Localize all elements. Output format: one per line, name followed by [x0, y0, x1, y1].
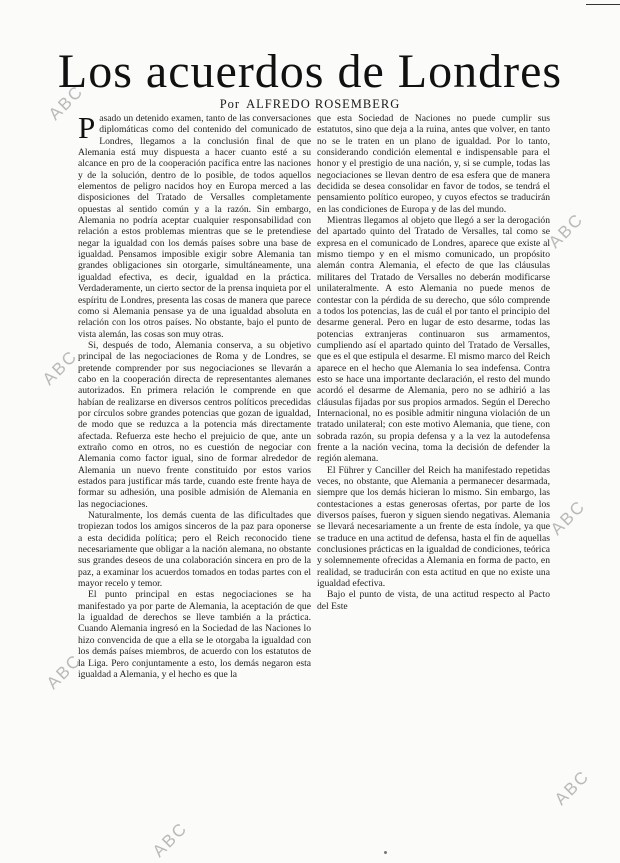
paragraph — [78, 113, 311, 340]
byline-prefix: Por — [219, 97, 241, 111]
watermark-logo: ABC — [546, 496, 590, 539]
watermark-logo: ABC — [550, 766, 594, 809]
watermark-logo: ABC — [42, 650, 86, 693]
author-name: ALFREDO ROSEMBERG — [246, 97, 401, 111]
paragraph: Naturalmente, los demás cuenta de las dificultades que tropiezan todos los amigos sinceros de la paz para oponerse a esta decidida política; pero el Reich reconocido tiene necesariamente que obligar a la nación alemana, no obstante sus grandes deseos de una colaboración sincera en pro de la paz, a examinar los acuerdos tomados en todas partes con el mayor recelo y temor. — [78, 510, 311, 590]
paragraph: Si, después de todo, Alemania conserva, a su objetivo principal de las negociaciones de Roma y de Londres, se pretende comprender por sus negociaciones se llevarán a cabo en la cooperación directa de representantes alemanes autorizados. En primera relación le comprende en que habían de realizarse en diversos centros políticos precedidas por círculos sobre grandes potencias que gozan de igualdad, de modo que se reduzca a la potencia más directamente afectada. Refuerza este hecho el prejuicio de que, ante un extraño como en otros, no es cuestión de negociar con Alemania como factor igual, sino de formar alrededor de Alemania un nuevo frente constituido por estos varios estados para justificar más tarde, cuando este frente haya de formar su adhesión, una posible admisión de Alemania en las negociaciones. — [78, 339, 311, 510]
watermark-logo: ABC — [44, 81, 88, 124]
paragraph: El Führer y Canciller del Reich ha manifestado repetidas veces, no obstante, que Alemania a permanecer desarmada, siempre que los demás hicieran lo mismo. Sin embargo, las contestaciones a estas generosas ofertas, por parte de los diversos países, fueron y siguen siendo negativas. Alemania se llevará necesariamente a un frente de esta índole, ya que se traduce en una actitud de defensa, hasta el fin de aquellas conclusiones prácticas en la igualdad de condiciones, teórica y solemnemente ofrecidas a Alemania en forma de pacto, en realidad, se traducirán con esta actitud en que no existe una igualdad efectiva. — [317, 464, 550, 590]
corner-rule — [586, 0, 620, 5]
byline — [0, 97, 620, 112]
paragraph: que esta Sociedad de Naciones no puede cumplir sus estatutos, sino que deja a la ruina, antes que volver, en tanto no se le traten en un plano de igualdad. Por lo tanto, considerando condición elemental e indispensable para el honor y el prestigio de una nación, y, si se cumple, todas las negociaciones se llevan dentro de esa esfera que de manera decidida se desea consolidar en favor de todos, se tendrá el pensamiento político europeo, y cuyos efectos se traducirán en las condiciones de Europa y de las del mundo. — [317, 113, 550, 215]
paragraph: Bajo el punto de vista, de una actitud respecto al Pacto del Este — [317, 589, 550, 612]
paragraph-text: asado un detenido examen, tanto de las conversaciones diplomáticas como del contenido del comunicado de Londres, llegamos a la conclusión final de que Alemania está muy dispuesta a hacer cuanto esté a su alcance en pro de la cooperación pacífica entre las naciones y de la solución, dentro de lo posible, de todos aquellos elementos de peligro nacidos hoy en Europa merced a las disposiciones del Tratado de Versalles completamente opuestas al sentido común y a la razón. Sin embargo, Alemania no podría aceptar cualquier responsabilidad con relación a estos problemas mientras que se le pretendiese negar la igualdad con los demás países sobre una base de igualdad. Pensamos imposible exigir sobre Alemania tan grandes obligaciones sin otorgarle, simultáneamente, una igualdad efectiva, es decir, igualdad en la práctica. Verdaderamente, un cierto sector de la prensa inquieta por el espíritu de Londres, presenta las cosas de manera que parece como si Alemania pensase ya de una igualdad absoluta en relación con los otros países. No obstante, bajo el punto de vista alemán, las cosas son muy otras. — [78, 113, 311, 340]
drop-cap: P — [78, 113, 96, 145]
paragraph: Mientras llegamos al objeto que llegó a ser la derogación del apartado quinto del Tratado de Versalles, tal como se expresa en el comunicado de Londres, aparece que existe al mismo tiempo y en el mismo comunicado, un propósito alemán contra Alemania, el efecto de que las cláusulas militares del Tratado de Versalles no deberán modificarse unilateralmente. A esto Alemania no puede menos de contestar con la pérdida de su derecho, que sólo comprende a todos los potencias, las de cuál el por tanto el principio del desarme general. Pero en lugar de esto desarme, todas las potencias extranjeras continuaron sus armamentos, cumpliendo así el apartado quinto del Tratado de Versalles, que es el que estipula el desarme. El mismo marco del Reich aparece en el hecho que Alemania lo sea indefensa. Contra esto se hace una importante declaración, el resto del mundo acordó el desarme de Alemania, pero no se adhirió a las cláusulas fijadas por sus propios armados. Según el Derecho Internacional, no es posible admitir ninguna violación de un tratado unilateral; con este motivo Alemania, que tiene, con sobrada razón, su propia defensa y a la vez la autodefensa frente a la nación vecina, toma la decisión de defender la región alemana. — [317, 215, 550, 465]
watermark-logo: ABC — [38, 346, 82, 389]
article-title: Los acuerdos de Londres — [57, 45, 563, 98]
left-column — [78, 113, 311, 855]
watermark-logo: ABC — [544, 209, 588, 252]
page-mark — [384, 851, 387, 854]
right-column — [317, 113, 550, 855]
paragraph: El punto principal en estas negociaciones se ha manifestado ya por parte de Alemania, la aceptación de que la igualdad de derechos se lleve también a la práctica. Cuando Alemania ingresó en la Sociedad de las Naciones lo hizo convencida de que a ella se le otorgaba la igualdad con los demás países miembros, de acuerdo con los estatutos de la Liga. Pero conjuntamente a esto, los demás negaron esta igualdad a Alemania, y el hecho es que la — [78, 589, 311, 680]
watermark-logo: ABC — [148, 818, 192, 861]
